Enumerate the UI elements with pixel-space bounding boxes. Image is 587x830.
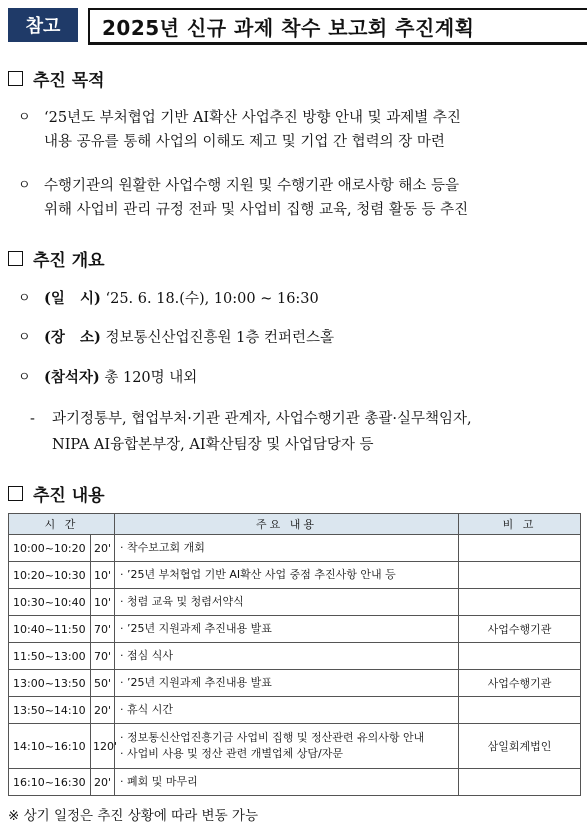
bullet-text: ‘25년도 부처협업 기반 AI확산 사업추진 방향 안내 및 과제별 추진 xyxy=(44,110,461,126)
table-row xyxy=(9,562,581,589)
section-heading-content xyxy=(8,481,105,506)
document-title: 2025년 신규 과제 착수 보고회 추진계획 xyxy=(88,8,587,45)
item-value: ‘25. 6. 18.(수), 10:00 ~ 16:30 xyxy=(105,291,319,307)
title-row xyxy=(8,8,579,44)
table-row xyxy=(9,724,581,769)
item-label: (참석자) xyxy=(44,369,100,386)
bullet-icon: ㅇ xyxy=(18,178,31,193)
header-note: 비 고 xyxy=(459,514,581,535)
item-value: 총 120명 내외 xyxy=(104,370,198,386)
duration-cell: 50' xyxy=(91,670,115,697)
note-cell xyxy=(459,589,581,616)
bullet-icon: ㅇ xyxy=(18,110,31,125)
time-cell: 10:20~10:30 xyxy=(9,562,91,589)
time-cell: 13:50~14:10 xyxy=(9,697,91,724)
table-row xyxy=(9,616,581,643)
content-line: · 폐회 및 마무리 xyxy=(120,775,198,788)
content-cell xyxy=(115,535,459,562)
schedule-table xyxy=(8,513,581,796)
section-title: 추진 내용 xyxy=(33,486,105,506)
content-cell xyxy=(115,697,459,724)
dash-icon: - xyxy=(30,411,35,427)
content-cell xyxy=(115,769,459,796)
note-cell xyxy=(459,643,581,670)
item-label: (일 시) xyxy=(44,290,101,307)
header-content: 주요 내용 xyxy=(115,514,459,535)
content-line: · ’25년 지원과제 추진내용 발표 xyxy=(120,676,272,689)
attendees-line-2: NIPA AI융합본부장, AI확산팀장 및 사업담당자 등 xyxy=(52,437,374,453)
reference-badge: 참고 xyxy=(8,8,78,42)
table-row xyxy=(9,535,581,562)
table-row xyxy=(9,643,581,670)
duration-cell: 70' xyxy=(91,616,115,643)
time-cell: 16:10~16:30 xyxy=(9,769,91,796)
time-cell: 10:30~10:40 xyxy=(9,589,91,616)
duration-cell: 10' xyxy=(91,562,115,589)
table-row xyxy=(9,697,581,724)
bullet-icon: ㅇ xyxy=(18,291,31,306)
duration-cell: 20' xyxy=(91,535,115,562)
bullet-text: 위해 사업비 관리 규정 전파 및 사업비 집행 교육, 청렴 활동 등 추진 xyxy=(44,202,469,218)
checkbox-square-icon xyxy=(8,71,23,86)
content-line: · 휴식 시간 xyxy=(120,703,173,716)
time-cell: 10:00~10:20 xyxy=(9,535,91,562)
table-row xyxy=(9,670,581,697)
content-cell xyxy=(115,643,459,670)
note-cell: 사업수행기관 xyxy=(459,670,581,697)
bullet-text: 내용 공유를 통해 사업의 이해도 제고 및 기업 간 협력의 장 마련 xyxy=(44,134,445,150)
section-title: 추진 목적 xyxy=(33,71,105,91)
content-cell xyxy=(115,562,459,589)
bullet-text: 수행기관의 원활한 사업수행 지원 및 수행기관 애로사항 해소 등을 xyxy=(44,178,460,194)
content-cell xyxy=(115,589,459,616)
table-row xyxy=(9,769,581,796)
table-body xyxy=(9,535,581,796)
time-cell: 14:10~16:10 xyxy=(9,724,91,769)
checkbox-square-icon xyxy=(8,251,23,266)
duration-cell: 10' xyxy=(91,589,115,616)
footnote: ※ 상기 일정은 추진 상황에 따라 변동 가능 xyxy=(8,808,259,824)
content-line: · 착수보고회 개회 xyxy=(120,541,205,554)
content-line: · 사업비 사용 및 정산 관련 개별업체 상담/자문 xyxy=(120,747,343,760)
section-heading-overview xyxy=(8,246,105,271)
time-cell: 10:40~11:50 xyxy=(9,616,91,643)
overview-attendees xyxy=(18,366,578,390)
note-cell: 사업수행기관 xyxy=(459,616,581,643)
item-value: 정보통신산업진흥원 1층 컨퍼런스홀 xyxy=(105,330,335,346)
bullet-icon: ㅇ xyxy=(18,330,31,345)
duration-cell: 20' xyxy=(91,769,115,796)
content-line: · ’25년 부처협업 기반 AI확산 사업 중점 추진사항 안내 등 xyxy=(120,568,396,581)
time-cell: 13:00~13:50 xyxy=(9,670,91,697)
note-cell xyxy=(459,535,581,562)
table-header-row xyxy=(9,514,581,535)
attendees-detail xyxy=(30,406,580,458)
duration-cell: 120' xyxy=(91,724,115,769)
content-line: · 점심 식사 xyxy=(120,649,173,662)
note-cell xyxy=(459,697,581,724)
table-row xyxy=(9,589,581,616)
content-cell xyxy=(115,670,459,697)
note-cell: 삼일회계법인 xyxy=(459,724,581,769)
duration-cell: 70' xyxy=(91,643,115,670)
content-line: · 정보통신산업진흥기금 사업비 집행 및 정산관련 유의사항 안내 xyxy=(120,731,425,744)
section-heading-purpose xyxy=(8,66,105,91)
note-cell xyxy=(459,562,581,589)
content-line: · 청렴 교육 및 청렴서약식 xyxy=(120,595,244,608)
note-cell xyxy=(459,769,581,796)
section-title: 추진 개요 xyxy=(33,251,105,271)
attendees-line-1: 과기정통부, 협업부처·기관 관계자, 사업수행기관 총괄·실무책임자, xyxy=(52,411,472,427)
overview-place xyxy=(18,326,578,350)
content-cell xyxy=(115,724,459,769)
content-line: · ’25년 지원과제 추진내용 발표 xyxy=(120,622,272,635)
content-cell xyxy=(115,616,459,643)
item-label: (장 소) xyxy=(44,329,101,346)
checkbox-square-icon xyxy=(8,486,23,501)
overview-date xyxy=(18,287,578,311)
purpose-bullet-1 xyxy=(18,106,578,154)
duration-cell: 20' xyxy=(91,697,115,724)
time-cell: 11:50~13:00 xyxy=(9,643,91,670)
header-time: 시 간 xyxy=(9,514,115,535)
bullet-icon: ㅇ xyxy=(18,370,31,385)
purpose-bullet-2 xyxy=(18,174,578,222)
